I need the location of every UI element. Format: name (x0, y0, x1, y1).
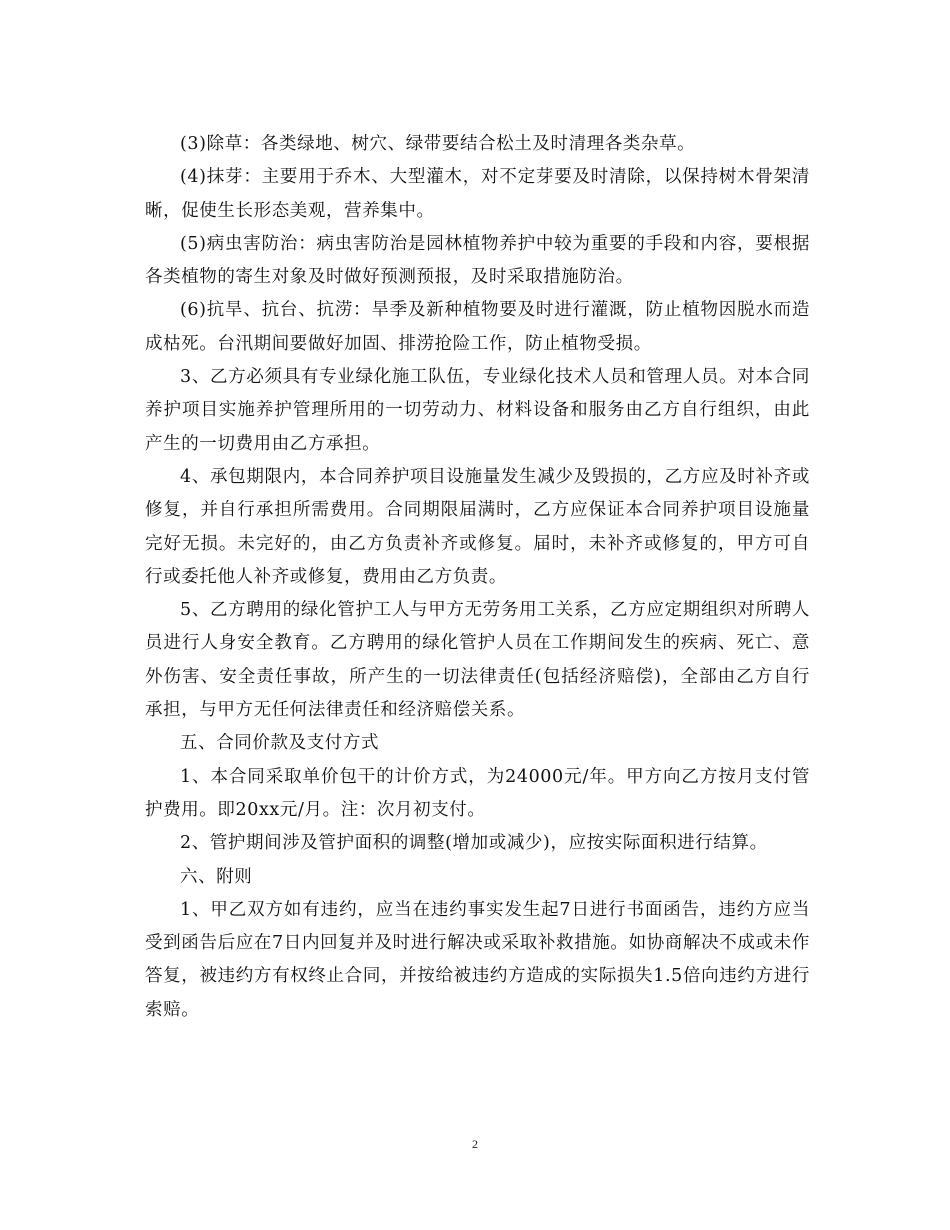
paragraph-drought-typhoon-flood: (6)抗旱、抗台、抗涝：旱季及新种植物要及时进行灌溉，防止植物因脱水而造成枯死。台汛期间要做好加固、排涝抢险工作，防止植物受损。 (145, 300, 810, 354)
paragraph-weeding: (3)除草：各类绿地、树穴、绿带要结合松土及时清理各类杂草。 (180, 134, 696, 154)
paragraph-clause-3: 3、乙方必须具有专业绿化施工队伍，专业绿化技术人员和管理人员。对本合同养护项目实施养护管理所用的一切劳动力、材料设备和服务由乙方自行组织，由此产生的一切费用由乙方承担。 (145, 367, 810, 454)
body-text (145, 128, 810, 1027)
paragraph-price-1: 1、本合同采取单价包干的计价方式，为24000元/年。甲方向乙方按月支付管护费用。即20xx元/月。注：次月初支付。 (145, 766, 810, 820)
paragraph-supplementary-1: 1、甲乙双方如有违约，应当在违约事实发生起7日进行书面函告，违约方应当受到函告后应在7日内回复并及时进行解决或采取补救措施。如协商解决不成或未作答复，被违约方有权终止合同，并按给被违约方造成的实际损失1.5倍向违约方进行索赔。 (145, 899, 810, 1020)
paragraph-price-2: 2、管护期间涉及管护面积的调整(增加或减少)，应按实际面积进行结算。 (180, 833, 768, 854)
paragraph-clause-5: 5、乙方聘用的绿化管护工人与甲方无劳务用工关系，乙方应定期组织对所聘人员进行人身安全教育。乙方聘用的绿化管护人员在工作期间发生的疾病、死亡、意外伤害、安全责任事故，所产生的一切法律责任(包括经济赔偿)，全部由乙方自行承担，与甲方无任何法律责任和经济赔偿关系。 (145, 600, 810, 721)
paragraph-pest-control: (5)病虫害防治：病虫害防治是园林植物养护中较为重要的手段和内容，要根据各类植物的寄生对象及时做好预测预报，及时采取措施防治。 (145, 233, 810, 288)
paragraph-bud-removal: (4)抹芽：主要用于乔木、大型灌木，对不定芽要及时清除，以保持树木骨架清晰，促使生长形态美观，营养集中。 (145, 167, 810, 221)
section-heading-supplementary: 六、附则 (180, 866, 253, 887)
section-heading-price-payment: 五、合同价款及支付方式 (180, 733, 380, 754)
paragraph-clause-4: 4、承包期限内，本合同养护项目设施量发生减少及毁损的，乙方应及时补齐或修复，并自行承担所需费用。合同期限届满时，乙方应保证本合同养护项目设施量完好无损。未完好的，由乙方负责补齐或修复。届时，未补齐或修复的，甲方可自行或委托他人补齐或修复，费用由乙方负责。 (145, 466, 810, 587)
page-number: 2 (472, 1137, 478, 1151)
